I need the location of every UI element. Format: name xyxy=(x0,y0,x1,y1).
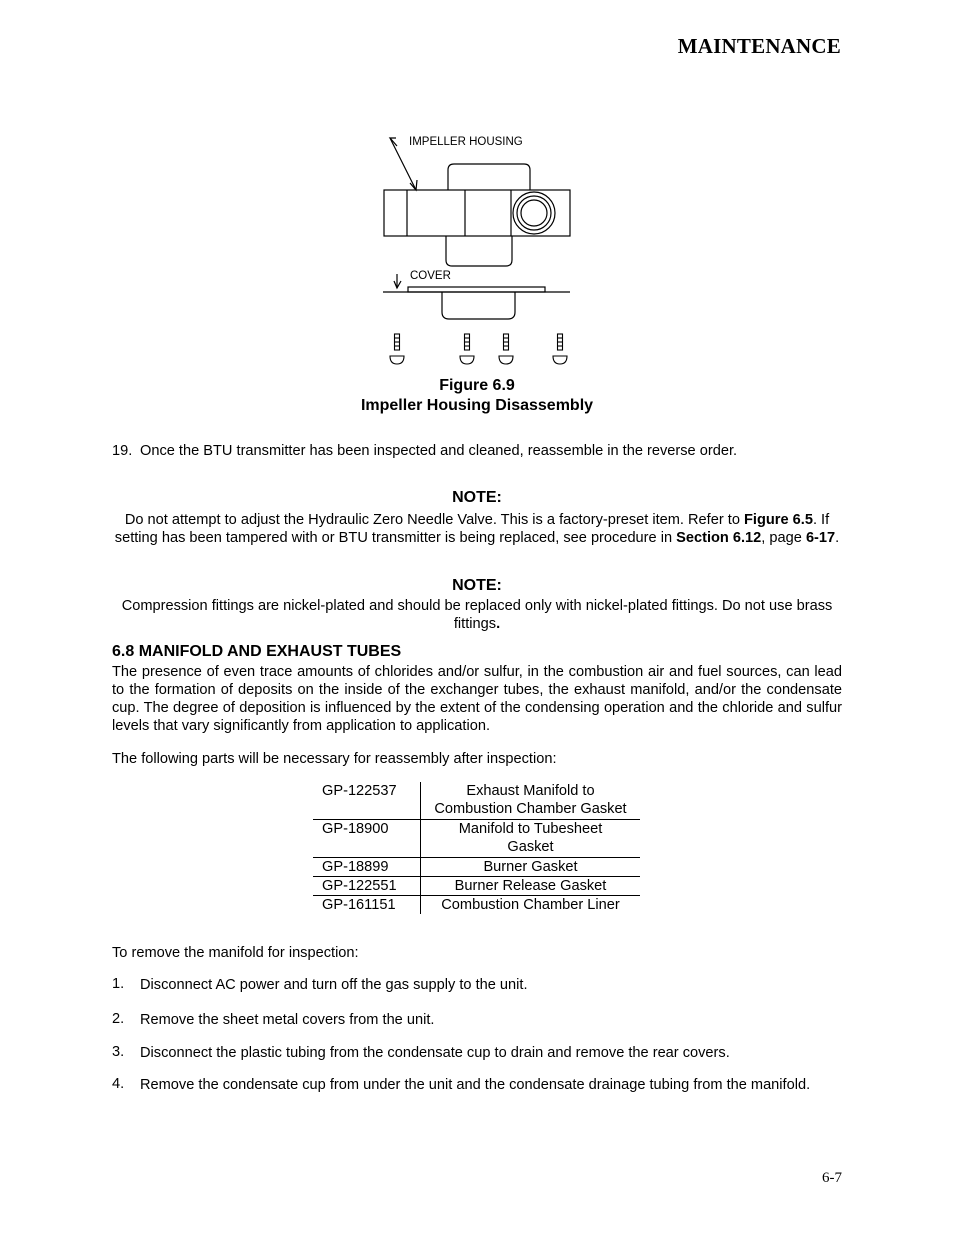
step-19-text: Once the BTU transmitter has been inspected and cleaned, reassemble in the reverse order. xyxy=(140,443,738,459)
part-number: GP-18899 xyxy=(313,858,421,877)
part-number: GP-122551 xyxy=(313,877,421,896)
page-header-title: MAINTENANCE xyxy=(677,34,841,58)
section-title: 6.8 MANIFOLD AND EXHAUST TUBES xyxy=(112,643,402,660)
step-1-number: 1. xyxy=(112,976,125,992)
screws-group xyxy=(390,334,567,364)
note-1-body: Do not attempt to adjust the Hydraulic Zero Needle Valve. This is a factory-preset item. Refer to Figure 6.5. If setting has been tampered with or BTU transmitter is being replaced, see procedure in Section 6.12, page 6-17. xyxy=(114,512,840,546)
table-row xyxy=(313,782,640,820)
figure-caption xyxy=(0,376,954,416)
impeller-housing-diagram xyxy=(370,128,580,368)
part-number: GP-122537 xyxy=(313,782,421,820)
step-4-text: Remove the condensate cup from under the unit and the condensate drainage tubing from the manifold. xyxy=(140,1077,811,1093)
part-description: Burner Release Gasket xyxy=(421,877,641,896)
section-paragraph-2: The following parts will be necessary for reassembly after inspection: xyxy=(112,751,557,767)
cover-label: COVER xyxy=(410,270,451,282)
table-row xyxy=(313,820,640,858)
part-description: Burner Gasket xyxy=(421,858,641,877)
step-1-text: Disconnect AC power and turn off the gas supply to the unit. xyxy=(140,977,528,993)
note-2-body: Compression fittings are nickel-plated and should be replaced only with nickel-plated fittings. Do not use brass fittings. xyxy=(121,598,833,632)
section-paragraph-1: The presence of even trace amounts of chlorides and/or sulfur, in the combustion air and fuel sources, can lead to the formation of deposits on the inside of the exchanger tubes, the exhaust manifold, and/or the condensate cup. The degree of deposition is influenced by the extent of the condensing operation and the chloride and sulfur levels that vary significantly from application to application. xyxy=(112,664,842,734)
table-row xyxy=(313,877,640,896)
figure-number: Figure 6.9 xyxy=(439,377,515,394)
note-1-title: NOTE: xyxy=(452,489,502,506)
step-2-text: Remove the sheet metal covers from the unit. xyxy=(140,1012,435,1028)
impeller-housing-label: IMPELLER HOUSING xyxy=(409,136,523,148)
parts-table xyxy=(313,782,640,914)
table-row xyxy=(313,896,640,915)
page-number: 6-7 xyxy=(822,1170,842,1186)
step-4-number: 4. xyxy=(112,1076,125,1092)
remove-intro: To remove the manifold for inspection: xyxy=(112,945,359,961)
step-3-number: 3. xyxy=(112,1044,125,1060)
step-2-number: 2. xyxy=(112,1011,125,1027)
note-2-title: NOTE: xyxy=(452,577,502,594)
table-row xyxy=(313,858,640,877)
part-description: Combustion Chamber Liner xyxy=(441,897,620,913)
part-description: Exhaust Manifold to Combustion Chamber Gasket xyxy=(421,782,641,820)
part-number: GP-18900 xyxy=(313,820,421,858)
figure-title: Impeller Housing Disassembly xyxy=(360,397,594,414)
step-3-text: Disconnect the plastic tubing from the condensate cup to drain and remove the rear covers. xyxy=(140,1045,730,1061)
part-description: Manifold to Tubesheet Gasket xyxy=(421,820,641,858)
step-19-number: 19. xyxy=(112,443,133,459)
part-number: GP-161151 xyxy=(313,896,421,915)
